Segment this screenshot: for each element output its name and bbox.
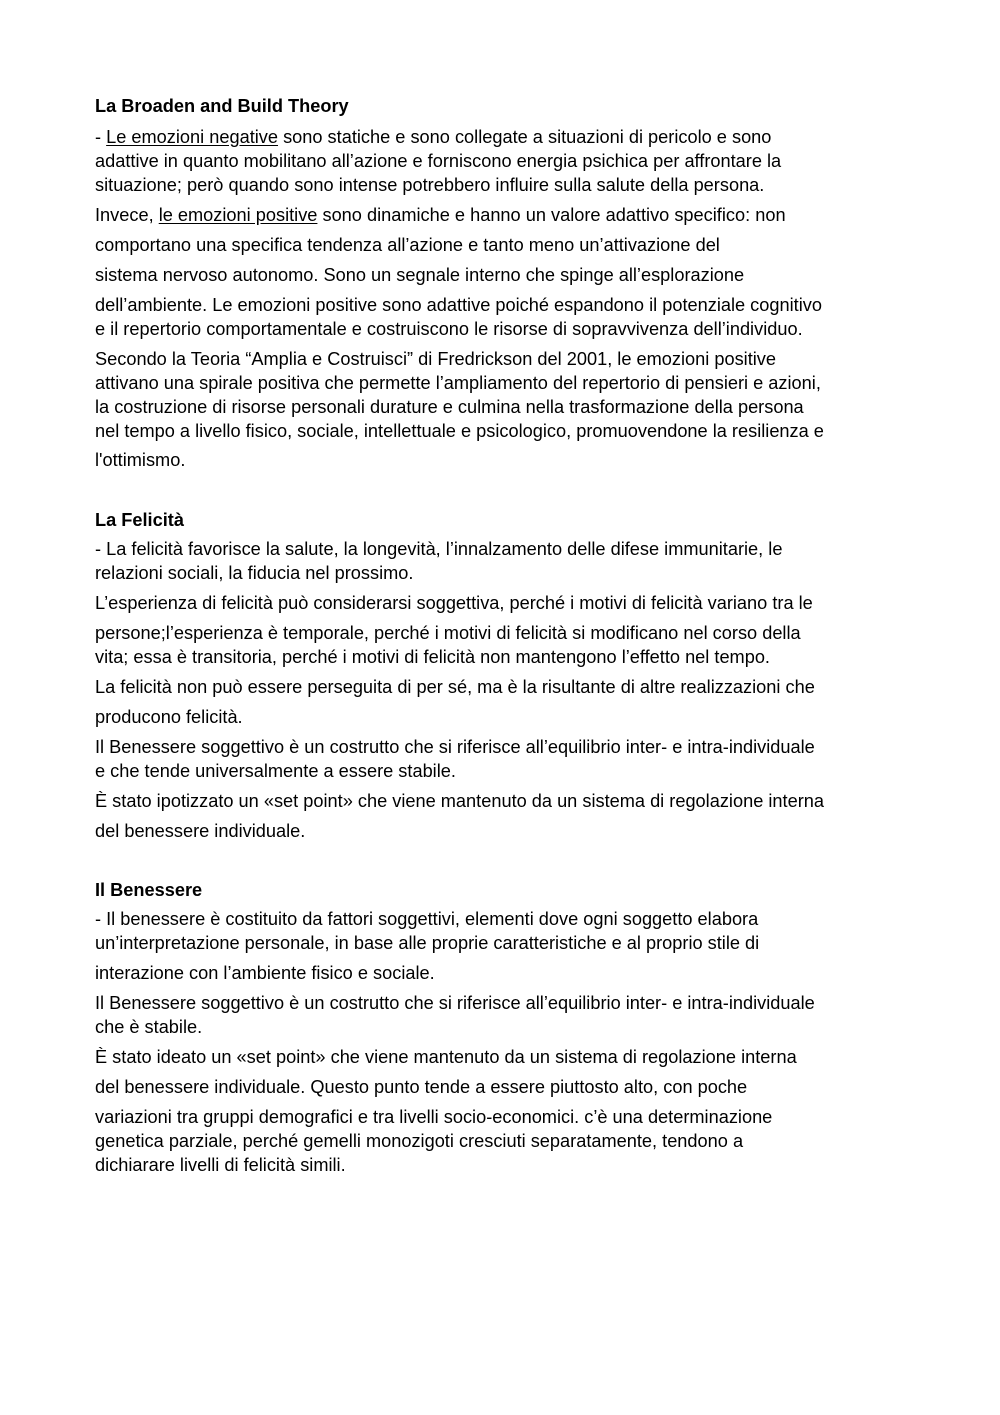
underlined-term: le emozioni positive xyxy=(158,205,318,225)
paragraph-line: Il Benessere soggettivo è un costrutto che si riferisce all’equilibrio inter- e intra-individuale xyxy=(95,737,815,757)
paragraph-line: genetica parziale, perché gemelli monozigoti cresciuti separatamente, tendono a xyxy=(95,1131,744,1151)
paragraph-line: - La felicità favorisce la salute, la longevità, l’innalzamento delle difese immunitarie, le xyxy=(95,539,783,559)
paragraph-line: nel tempo a livello fisico, sociale, intellettuale e psicologico, promuovendone la resilienza e xyxy=(95,421,824,441)
section-heading: La Broaden and Build Theory xyxy=(95,96,349,116)
list-dash: - xyxy=(95,127,107,147)
paragraph-line: vita; essa è transitoria, perché i motivi di felicità non mantengono l’effetto nel tempo. xyxy=(95,647,770,667)
paragraph-line: - Il benessere è costituito da fattori soggettivi, elementi dove ogni soggetto elabora xyxy=(95,909,759,929)
paragraph-line: dichiarare livelli di felicità simili. xyxy=(95,1155,346,1175)
paragraph-line: e il repertorio comportamentale e costruiscono le risorse di sopravvivenza dell’individuo. xyxy=(95,319,803,339)
paragraph-line: Il Benessere soggettivo è un costrutto che si riferisce all’equilibrio inter- e intra-individuale xyxy=(95,993,815,1013)
paragraph-line: situazione; però quando sono intense potrebbero influire sulla salute della persona. xyxy=(95,175,765,195)
paragraph-line: dell’ambiente. Le emozioni positive sono adattive poiché espandono il potenziale cognitivo xyxy=(95,295,822,315)
paragraph-line: La felicità non può essere perseguita di per sé, ma è la risultante di altre realizzazioni che xyxy=(95,677,815,697)
paragraph-line: È stato ipotizzato un «set point» che viene mantenuto da un sistema di regolazione interna xyxy=(95,791,824,811)
paragraph-line: la costruzione di risorse personali durature e culmina nella trasformazione della persona xyxy=(95,397,804,417)
paragraph-line: L’esperienza di felicità può considerarsi soggettiva, perché i motivi di felicità variano tra le xyxy=(95,593,813,613)
paragraph-line: l'ottimismo. xyxy=(95,450,186,470)
text-span: sono dinamiche e hanno un valore adattivo specifico: non xyxy=(317,205,786,225)
paragraph-line: del benessere individuale. Questo punto tende a essere piuttosto alto, con poche xyxy=(95,1077,748,1097)
paragraph-line: e che tende universalmente a essere stabile. xyxy=(95,761,456,781)
paragraph-line: che è stabile. xyxy=(95,1017,203,1037)
section-heading: La Felicità xyxy=(95,510,184,530)
paragraph-line xyxy=(95,126,771,148)
paragraph-line xyxy=(95,204,786,226)
paragraph-line: Secondo la Teoria “Amplia e Costruisci” di Fredrickson del 2001, le emozioni positive xyxy=(95,349,777,369)
paragraph-line: producono felicità. xyxy=(95,707,243,727)
text-span: Invece, xyxy=(95,205,159,225)
paragraph-line: persone;l’esperienza è temporale, perché i motivi di felicità si modificano nel corso della xyxy=(95,623,801,643)
paragraph-line: attivano una spirale positiva che permette l’ampliamento del repertorio di pensieri e azioni, xyxy=(95,373,821,393)
paragraph-line: sistema nervoso autonomo. Sono un segnale interno che spinge all’esplorazione xyxy=(95,265,745,285)
paragraph-line: adattive in quanto mobilitano all’azione e forniscono energia psichica per affrontare la xyxy=(95,151,782,171)
paragraph-line: relazioni sociali, la fiducia nel prossimo. xyxy=(95,563,414,583)
paragraph-line: interazione con l’ambiente fisico e sociale. xyxy=(95,963,435,983)
paragraph-line: variazioni tra gruppi demografici e tra livelli socio-economici. c’è una determinazione xyxy=(95,1107,773,1127)
text-span: sono statiche e sono collegate a situazioni di pericolo e sono xyxy=(278,127,772,147)
paragraph-line: È stato ideato un «set point» che viene mantenuto da un sistema di regolazione interna xyxy=(95,1047,797,1067)
section-heading: Il Benessere xyxy=(95,880,203,900)
paragraph-line: un’interpretazione personale, in base alle proprie caratteristiche e al proprio stile di xyxy=(95,933,760,953)
paragraph-line: del benessere individuale. xyxy=(95,821,306,841)
paragraph-line: comportano una specifica tendenza all’azione e tanto meno un’attivazione del xyxy=(95,235,720,255)
underlined-term: Le emozioni negative xyxy=(106,127,279,147)
